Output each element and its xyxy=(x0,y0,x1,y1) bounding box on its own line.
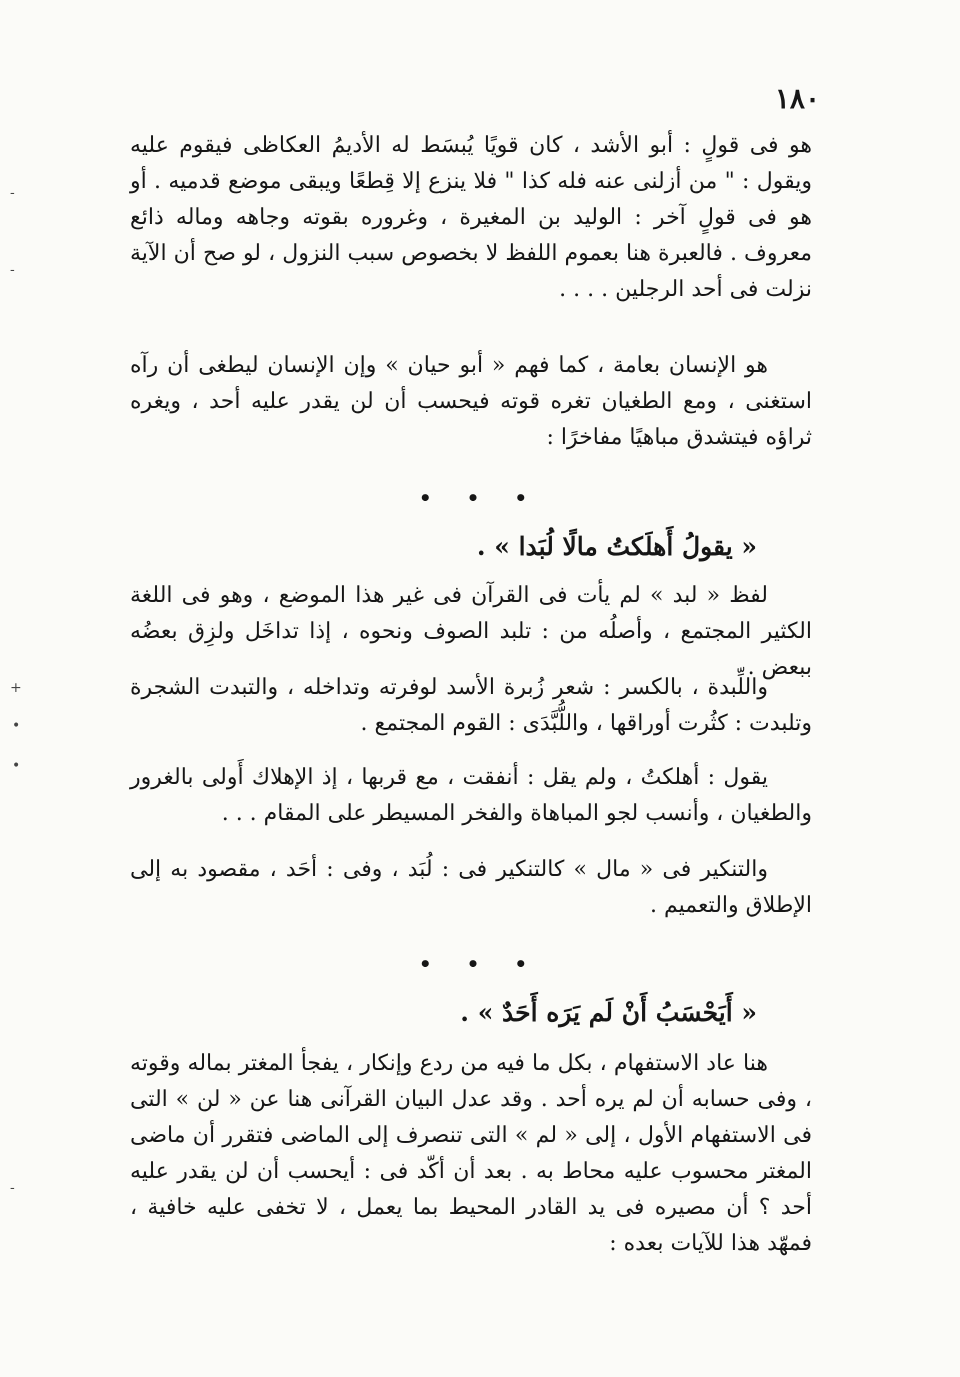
page-number: ١٨٠ xyxy=(774,82,820,115)
margin-mark-5: • xyxy=(12,758,21,774)
paragraph-3: لفظ « لبد » لم يأت فى القرآن فى غير هذا الموضع ، وهو فى اللغة الكثير المجتمع ، وأصلُه من : تلبد الصوف ونحوه ، إذا تداخَل ولزِق بعضُه ببعض . xyxy=(130,583,812,680)
paragraph-7: هنا عاد الاستفهام ، بكل ما فيه من ردع وإنكار ، يفجأ المغتر بماله وقوته ، وفى حسابه أن لم يره أحد . وقد عدل البيان القرآنى هنا عن « لن » التى فى الاستفهام الأول ، إلى « لم » التى تنصرف إلى الماضى فتقرر أن ماضى المغتر محسوب عليه محاط به . بعد أن أكّد فى : أيحسب أن لن يقدر عليه أحد ؟ أن مصيره فى يد القادر المحيط بما يعمل ، لا تخفى عليه خافية ، فمهّد هذا للآيات بعده : xyxy=(130,1051,812,1256)
paragraph-5: يقول : أهلكتُ ، ولم يقل : أنفقت ، مع قربها ، إذ الإهلاك أَولى بالغرور والطغيان ، وأنسب لجو المباهاة والفخر المسيطر على المقام . . . xyxy=(130,765,812,826)
paragraph-1: هو فى قولٍ : أبو الأشد ، كان قويًا يُبسَط له الأديمُ العكاظى فيقوم عليه ويقول : " من أزلنى عنه فله كذا " فلا ينزع إلا قِطعًا ويبقى موضع قدميه . أو هو فى قولٍ آخر : الوليد بن المغيرة ، وغروره بقوته وجاهه وماله ذائع معروف . فالعبرة هنا بعموم اللفظ لا بخصوص سبب النزول ، لو صح أن الآية نزلت فى أحد الرجلين . . . . xyxy=(130,133,812,302)
margin-mark-3: + xyxy=(10,680,22,696)
paragraph-2: هو الإنسان بعامة ، كما فهم « أبو حيان » وإن الإنسان ليطغى أن رآه استغنى ، ومع الطغيان تغره قوته فيحسب أن لن يقدر عليه أحد ، ويغره ثراؤه فيتشدق مباهيًا مفاخرًا : xyxy=(130,353,812,450)
verse-heading-1: « يقولُ أَهلَكتُ مالًا لُبَدا » . xyxy=(476,532,757,561)
verse-heading-2: « أَيَحْسَبُ أَنْ لَم يَرَه أَحَدٌ » . xyxy=(460,998,757,1027)
margin-mark-2: - xyxy=(10,262,15,278)
margin-mark-6: - xyxy=(10,1180,15,1196)
margin-mark-4: • xyxy=(12,718,21,734)
section-separator-1: • • • xyxy=(418,486,542,510)
paragraph-6: والتنكير فى « مال » كالتنكير فى : لُبَد ، وفى : أحَد ، مقصود به إلى الإطلاق والتعميم . xyxy=(130,857,812,918)
margin-mark-1: - xyxy=(10,185,15,201)
paragraph-4: واللِّبدة ، بالكسر : شعر زُبرة الأسد لوفرته وتداخله ، والتبدت الشجرة وتلبدت : كثُرت أوراقها ، واللُّبَّدَى : القوم المجتمع . xyxy=(130,675,812,736)
section-separator-2: • • • xyxy=(418,952,542,976)
